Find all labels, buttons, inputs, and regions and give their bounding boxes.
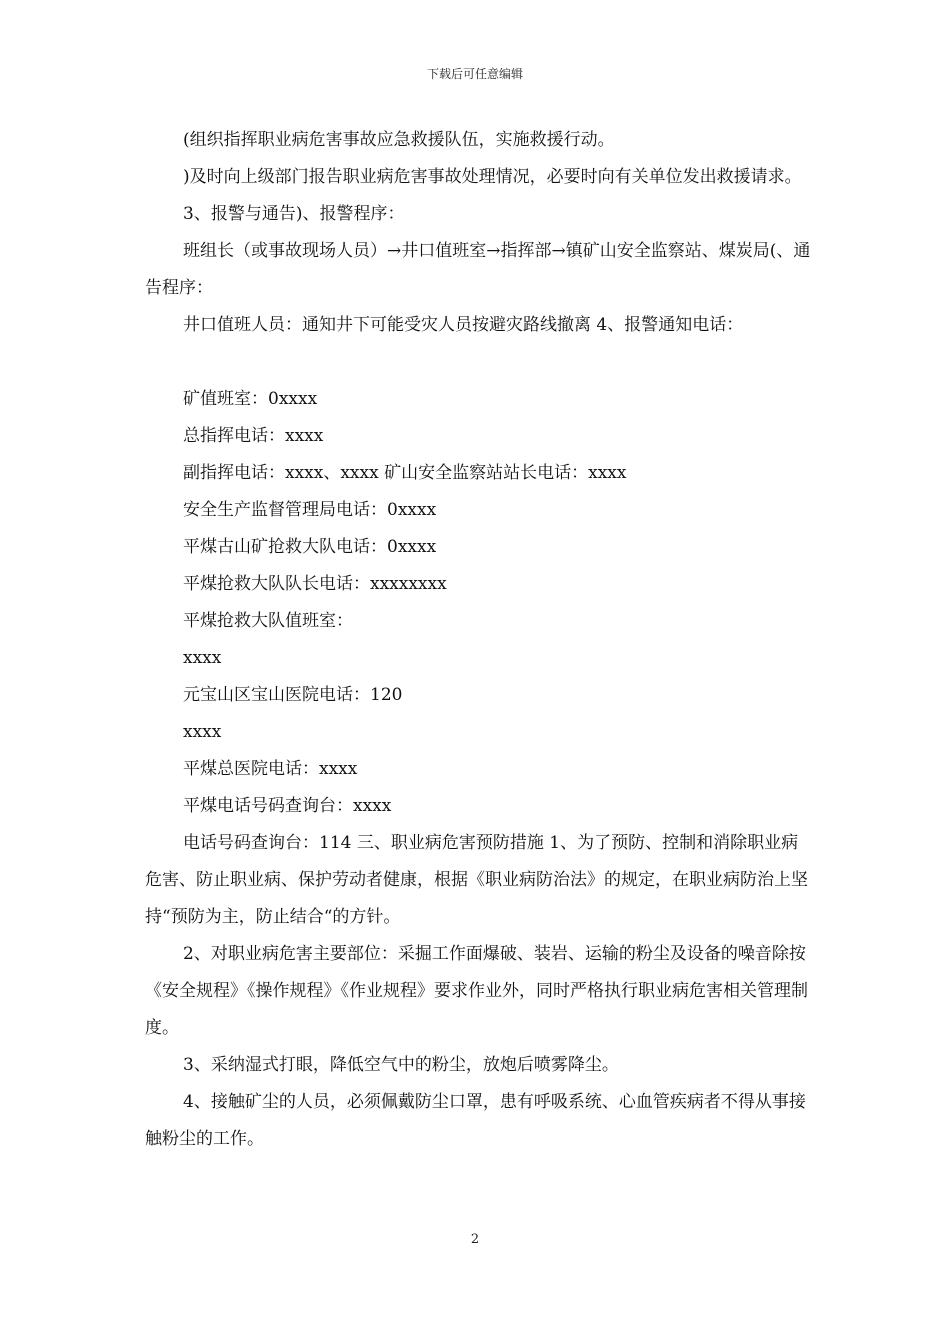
paragraph: 班组长（或事故现场人员）→井口值班室→指挥部→镇矿山安全监察站、煤炭局(、通告程序： bbox=[145, 241, 811, 298]
contact-line: 平煤电话号码查询台：xxxx bbox=[183, 796, 392, 816]
contact-line: 矿值班室：0xxxx bbox=[183, 389, 318, 409]
document-body bbox=[145, 122, 815, 1158]
page-number: 2 bbox=[470, 1232, 480, 1247]
contact-line: 元宝山区宝山医院电话：120 bbox=[183, 685, 403, 705]
paragraph: 4、接触矿尘的人员，必须佩戴防尘口罩，患有呼吸系统、心血管疾病者不得从事接触粉尘的工作。 bbox=[145, 1092, 806, 1149]
paragraph: (组织指挥职业病危害事故应急救援队伍，实施救援行动。 bbox=[183, 130, 615, 150]
paragraph: 井口值班人员：通知井下可能受灾人员按避灾路线撤离 4、报警通知电话： bbox=[183, 315, 744, 335]
contact-line: 总指挥电话：xxxx bbox=[183, 426, 324, 446]
contact-line: 副指挥电话：xxxx、xxxx 矿山安全监察站站长电话：xxxx bbox=[183, 463, 627, 483]
contact-line: 安全生产监督管理局电话：0xxxx bbox=[183, 500, 437, 520]
contact-line: 平煤抢救大队队长电话：xxxxxxxx bbox=[183, 574, 447, 594]
page-header: 下载后可任意编辑 bbox=[426, 67, 523, 81]
paragraph: 2、对职业病危害主要部位：采掘工作面爆破、装岩、运输的粉尘及设备的噪音除按《安全规程》《操作规程》《作业规程》要求作业外，同时严格执行职业病危害相关管理制度。 bbox=[145, 944, 808, 1038]
paragraph: )及时向上级部门报告职业病危害事故处理情况，必要时向有关单位发出救援请求。 bbox=[183, 167, 802, 187]
spacer bbox=[145, 344, 815, 381]
paragraph: 电话号码查询台：114 三、职业病危害预防措施 1、为了预防、控制和消除职业病危害、防止职业病、保护劳动者健康，根据《职业病防治法》的规定，在职业病防治上坚持“预防为主，防止结合“的方针。 bbox=[145, 833, 808, 927]
paragraph: 3、采纳湿式打眼，降低空气中的粉尘，放炮后喷雾降尘。 bbox=[183, 1055, 619, 1075]
contact-line: xxxx bbox=[183, 722, 222, 742]
contact-line: 平煤总医院电话：xxxx bbox=[183, 759, 358, 779]
contact-line: xxxx bbox=[183, 648, 222, 668]
paragraph: 3、报警与通告)、报警程序： bbox=[183, 204, 405, 224]
contact-line: 平煤抢救大队值班室： bbox=[183, 611, 353, 631]
contact-line: 平煤古山矿抢救大队电话：0xxxx bbox=[183, 537, 437, 557]
